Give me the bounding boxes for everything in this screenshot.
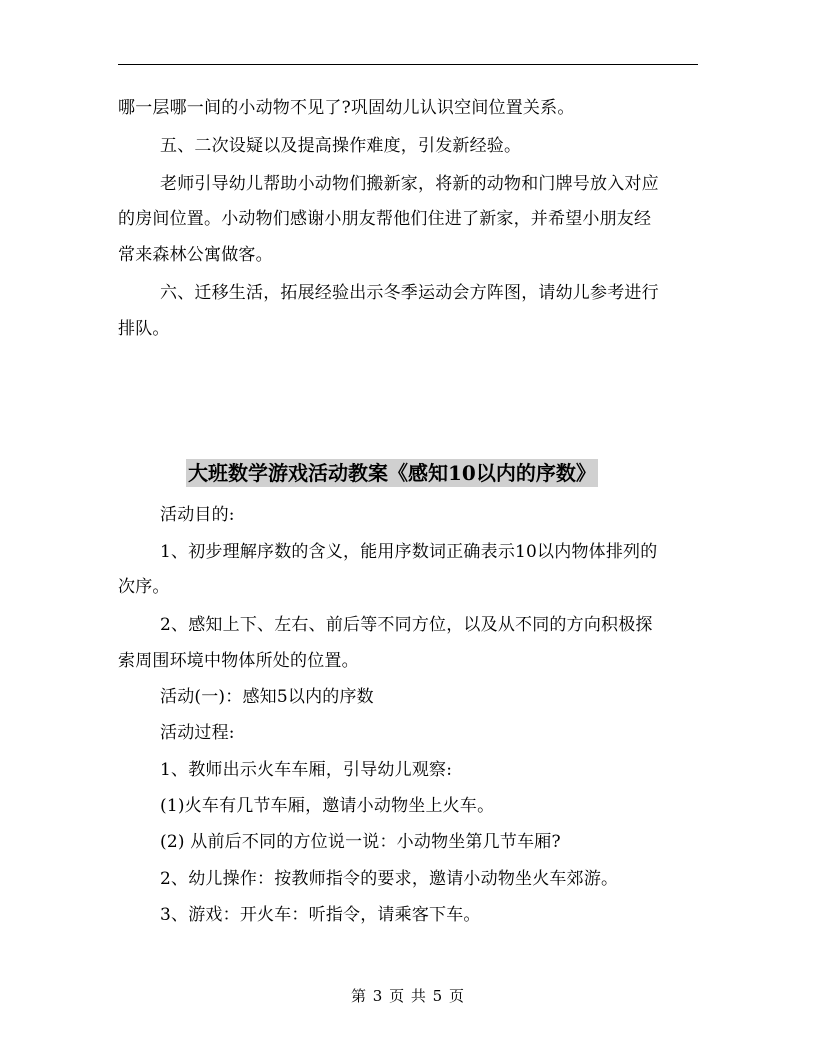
section-title: 大班数学游戏活动教案《感知10以内的序数》 (188, 461, 596, 485)
paragraph-line: 五、二次设疑以及提高操作难度，引发新经验。 (160, 136, 522, 156)
paragraph-line: 六、迁移生活，拓展经验出示冬季运动会方阵图，请幼儿参考进行 (160, 283, 659, 303)
paragraph-line: 哪一层哪一间的小动物不见了?巩固幼儿认识空间位置关系。 (118, 98, 575, 118)
paragraph-line: 索周围环境中物体所处的位置。 (118, 651, 359, 671)
paragraph-line: 常来森林公寓做客。 (118, 245, 273, 265)
paragraph-line: (1)火车有几节车厢，邀请小动物坐上火车。 (160, 796, 495, 816)
paragraph-line: 次序。 (118, 577, 170, 597)
paragraph-line: 3、游戏：开火车：听指令，请乘客下车。 (160, 905, 481, 925)
paragraph-line: 2、幼儿操作：按教师指令的要求，邀请小动物坐火车郊游。 (160, 869, 619, 889)
header-rule (118, 64, 698, 65)
paragraph-line: 活动目的: (160, 505, 235, 525)
page-number: 第 3 页 共 5 页 (351, 987, 465, 1005)
paragraph-line: 1、教师出示火车车厢，引导幼儿观察: (160, 760, 453, 780)
section-title-highlight (186, 459, 598, 487)
paragraph-line: 活动过程: (160, 723, 235, 743)
paragraph-line: 活动(一)：感知5以内的序数 (160, 687, 374, 707)
paragraph-line: 排队。 (118, 319, 170, 339)
paragraph-line: 1、初步理解序数的含义，能用序数词正确表示10以内物体排列的 (160, 542, 658, 562)
paragraph-line: 2、感知上下、左右、前后等不同方位，以及从不同的方向积极探 (160, 615, 653, 635)
paragraph-line: 的房间位置。小动物们感谢小朋友帮他们住进了新家，并希望小朋友经 (118, 209, 652, 229)
paragraph-line: (2) 从前后不同的方位说一说：小动物坐第几节车厢? (160, 832, 561, 852)
paragraph-line: 老师引导幼儿帮助小动物们搬新家，将新的动物和门牌号放入对应 (160, 174, 659, 194)
